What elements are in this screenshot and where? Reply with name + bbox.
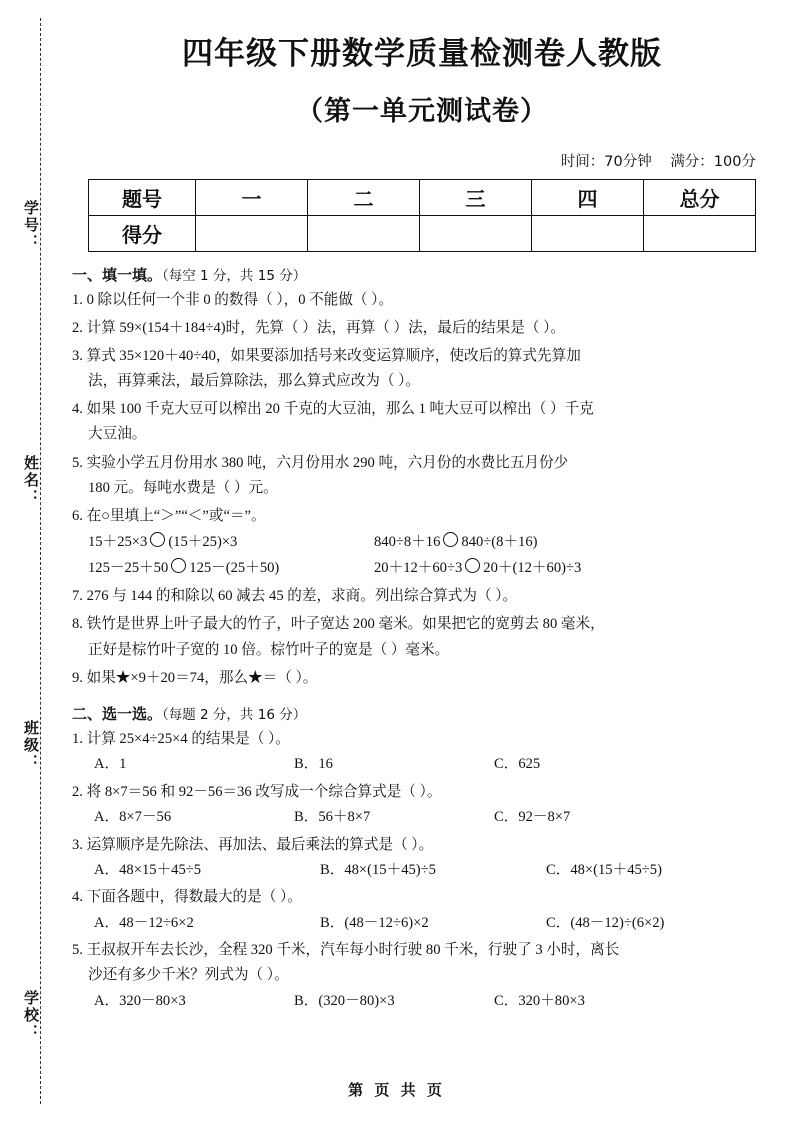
question-1-1	[72, 288, 772, 313]
option-c[interactable]: C．625	[494, 755, 541, 772]
page-title: 四年级下册数学质量检测卷人教版	[182, 36, 662, 72]
question-1-8	[72, 612, 772, 662]
question-1-4	[72, 397, 772, 447]
compare-left: 840÷8＋16	[374, 533, 441, 550]
question-1-3	[72, 344, 772, 394]
question-text: 4. 下面各题中，得数最大的是（ ）。	[72, 889, 302, 906]
option-a[interactable]: A．320－80×3	[94, 992, 186, 1009]
option-b[interactable]: B．(48－12÷6)×2	[320, 914, 429, 931]
score-cell-1-4[interactable]	[532, 216, 644, 252]
question-text: 8. 铁竹是世界上叶子最大的竹子，叶子宽达 200 毫米。如果把它的宽剪去 80 毫米，	[72, 616, 605, 633]
option-c[interactable]: C．48×(15＋45÷5)	[546, 861, 662, 878]
question-2-2	[72, 780, 772, 805]
side-label-school: 学校：	[22, 990, 40, 1041]
question-text: 5. 实验小学五月份用水 380 吨，六月份用水 290 吨，六月份的水费比五月份少	[72, 454, 569, 471]
side-label-name: 姓名：	[22, 455, 40, 506]
question-text: 5. 王叔叔开车去长沙，全程 320 千米，汽车每小时行驶 80 千米，行驶了 3 小时，离长	[72, 942, 620, 959]
circle-blank-icon[interactable]	[465, 558, 480, 573]
option-a[interactable]: A．1	[94, 755, 127, 772]
option-a[interactable]: A．48－12÷6×2	[94, 914, 194, 931]
section-one-title: 一、填一填。	[72, 266, 163, 284]
compare-right: 840÷(8＋16)	[461, 533, 538, 550]
question-text-cont: 沙还有多少千米？列式为（ ）。	[88, 967, 289, 984]
option-c[interactable]: C．320＋80×3	[494, 992, 585, 1009]
question-1-5	[72, 451, 772, 501]
option-c[interactable]: C．92－8×7	[494, 808, 571, 825]
option-a[interactable]: A．8×7－56	[94, 808, 172, 825]
question-1-6	[72, 504, 772, 529]
page-footer: 第 页 共 页	[348, 1081, 445, 1099]
circle-blank-icon[interactable]	[150, 532, 165, 547]
question-2-5	[72, 938, 772, 988]
exam-meta	[72, 150, 772, 171]
compare-left: 125－25＋50	[88, 560, 169, 577]
score-table	[88, 179, 756, 252]
section-two-title: 二、选一选。	[72, 704, 163, 723]
compare-right: 125－(25＋50)	[189, 560, 280, 577]
question-2-4	[72, 885, 772, 910]
score-cell-0-0: 题号	[89, 180, 196, 216]
score-table-row-values	[89, 216, 756, 252]
score-cell-1-3[interactable]	[420, 216, 532, 252]
compare-left: 20＋12＋60÷3	[374, 560, 463, 577]
section-one-heading	[72, 264, 772, 285]
circle-blank-icon[interactable]	[171, 558, 186, 573]
compare-pair-2b	[374, 555, 660, 581]
options-2-2	[72, 805, 772, 830]
score-cell-1-5[interactable]	[644, 216, 756, 252]
question-text-cont: 大豆油。	[88, 426, 147, 443]
compare-row-2	[72, 555, 772, 581]
section-two-heading	[72, 703, 772, 724]
question-1-7	[72, 584, 772, 609]
option-b[interactable]: B．16	[294, 755, 333, 772]
side-label-student-id: 学号：	[22, 200, 40, 251]
compare-pair-1a	[88, 529, 374, 555]
question-text: 3. 算式 35×120＋40÷40，如果要添加括号来改变运算顺序，使改后的算式先算加	[72, 348, 581, 365]
question-text: 7. 276 与 144 的和除以 60 减去 45 的差，求商。列出综合算式为（ ）。	[72, 588, 518, 605]
score-table-row-header	[89, 180, 756, 216]
compare-pair-2a	[88, 555, 374, 581]
question-text: 2. 将 8×7＝56 和 92－56＝36 改写成一个综合算式是（ ）。	[72, 783, 442, 800]
section-one-note: （每空 1 分，共 15 分）	[162, 268, 307, 284]
option-b[interactable]: B．(320－80)×3	[294, 992, 395, 1009]
question-text-cont: 法，再算乘法，最后算除法，那么算式应改为（ ）。	[88, 373, 421, 390]
compare-right: 20＋(12＋60)÷3	[483, 560, 582, 577]
options-2-3	[72, 858, 772, 883]
score-cell-1-2[interactable]	[308, 216, 420, 252]
exam-total-score: 满分：100分	[670, 154, 756, 170]
question-text: 4. 如果 100 千克大豆可以榨出 20 千克的大豆油，那么 1 吨大豆可以榨出（ ）千克	[72, 401, 594, 418]
question-2-1	[72, 727, 772, 752]
options-2-4	[72, 911, 772, 936]
circle-blank-icon[interactable]	[443, 532, 458, 547]
score-cell-0-5: 总分	[644, 180, 756, 216]
side-label-group	[18, 0, 42, 1122]
score-cell-0-3: 三	[420, 180, 532, 216]
compare-pair-1b	[374, 529, 660, 555]
exam-time: 时间：70分钟	[560, 154, 652, 170]
option-a[interactable]: A．48×15＋45÷5	[94, 861, 202, 878]
question-text: 3. 运算顺序是先除法、再加法、最后乘法的算式是（ ）。	[72, 836, 434, 853]
score-cell-1-1[interactable]	[196, 216, 308, 252]
side-label-class: 班级：	[22, 720, 40, 771]
question-text: 1. 计算 25×4÷25×4 的结果是（ ）。	[72, 730, 290, 747]
option-b[interactable]: B．56＋8×7	[294, 808, 371, 825]
question-text: 9. 如果★×9＋20＝74，那么★＝（ ）。	[72, 669, 318, 686]
score-cell-0-1: 一	[196, 180, 308, 216]
question-text: 2. 计算 59×(154＋184÷4)时，先算（ ）法，再算（ ）法，最后的结果是（ ）。	[72, 320, 565, 337]
question-1-2	[72, 316, 772, 341]
score-cell-0-2: 二	[308, 180, 420, 216]
score-cell-0-4: 四	[532, 180, 644, 216]
option-c[interactable]: C．(48－12)÷(6×2)	[546, 914, 665, 931]
section-two-note: （每题 2 分，共 16 分）	[162, 706, 307, 723]
question-2-3	[72, 833, 772, 858]
question-text-cont: 180 元。每吨水费是（ ）元。	[88, 479, 278, 496]
compare-right: (15＋25)×3	[168, 533, 238, 550]
question-text: 6. 在○里填上“＞”“＜”或“＝”。	[72, 507, 266, 524]
page-content	[72, 0, 772, 1122]
options-2-5	[72, 989, 772, 1014]
question-text: 1. 0 除以任何一个非 0 的数得（ ），0 不能做（ ）。	[72, 292, 394, 308]
options-2-1	[72, 752, 772, 777]
compare-row-1	[72, 529, 772, 555]
page-subtitle: （第一单元测试卷）	[296, 96, 548, 127]
option-b[interactable]: B．48×(15＋45)÷5	[320, 861, 436, 878]
question-1-9	[72, 666, 772, 691]
question-text-cont: 正好是棕竹叶子宽的 10 倍。棕竹叶子的宽是（ ）毫米。	[88, 641, 450, 658]
compare-left: 15＋25×3	[88, 533, 148, 550]
score-cell-1-0: 得分	[89, 216, 196, 252]
